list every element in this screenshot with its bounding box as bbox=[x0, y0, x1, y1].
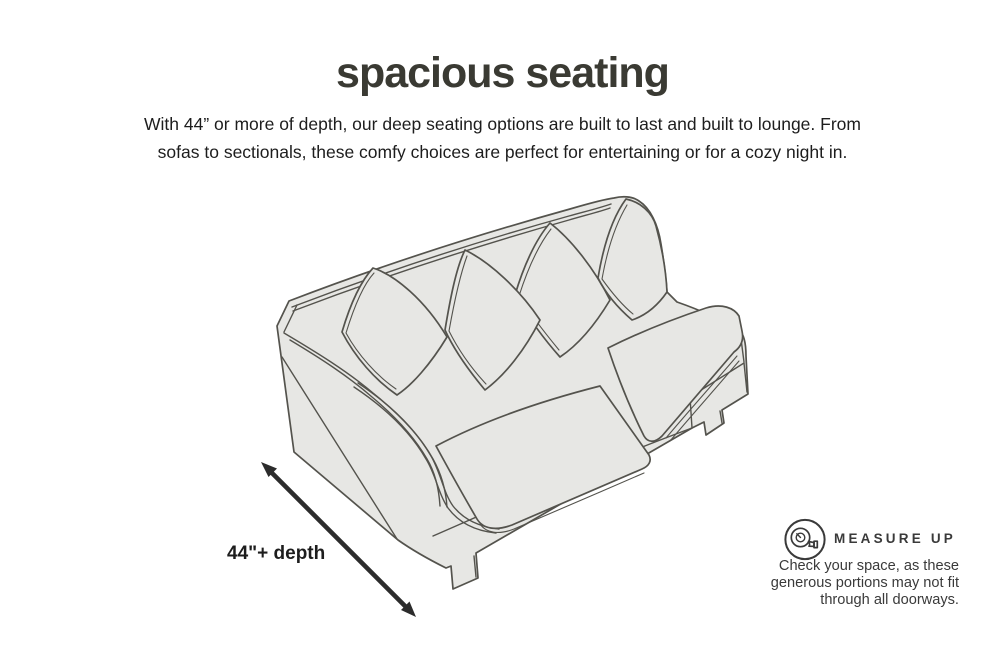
intro-line-1: With 44” or more of depth, our deep seating options are built to last and built to lounge. From bbox=[144, 114, 861, 134]
dimension-label: 44"+ depth bbox=[227, 543, 326, 564]
measure-up-note bbox=[729, 558, 959, 610]
measure-note-line-2: generous portions may not fit bbox=[770, 575, 959, 592]
measure-up-heading: MEASURE UP bbox=[834, 531, 957, 546]
intro-line-2: sofas to sectionals, these comfy choices are perfect for entertaining or for a cozy night in. bbox=[157, 142, 848, 162]
tape-measure-icon bbox=[783, 518, 827, 562]
page-title: spacious seating bbox=[336, 49, 669, 97]
measure-note-line-3: through all doorways. bbox=[820, 592, 959, 609]
measure-note-line-1: Check your space, as these bbox=[778, 558, 959, 574]
